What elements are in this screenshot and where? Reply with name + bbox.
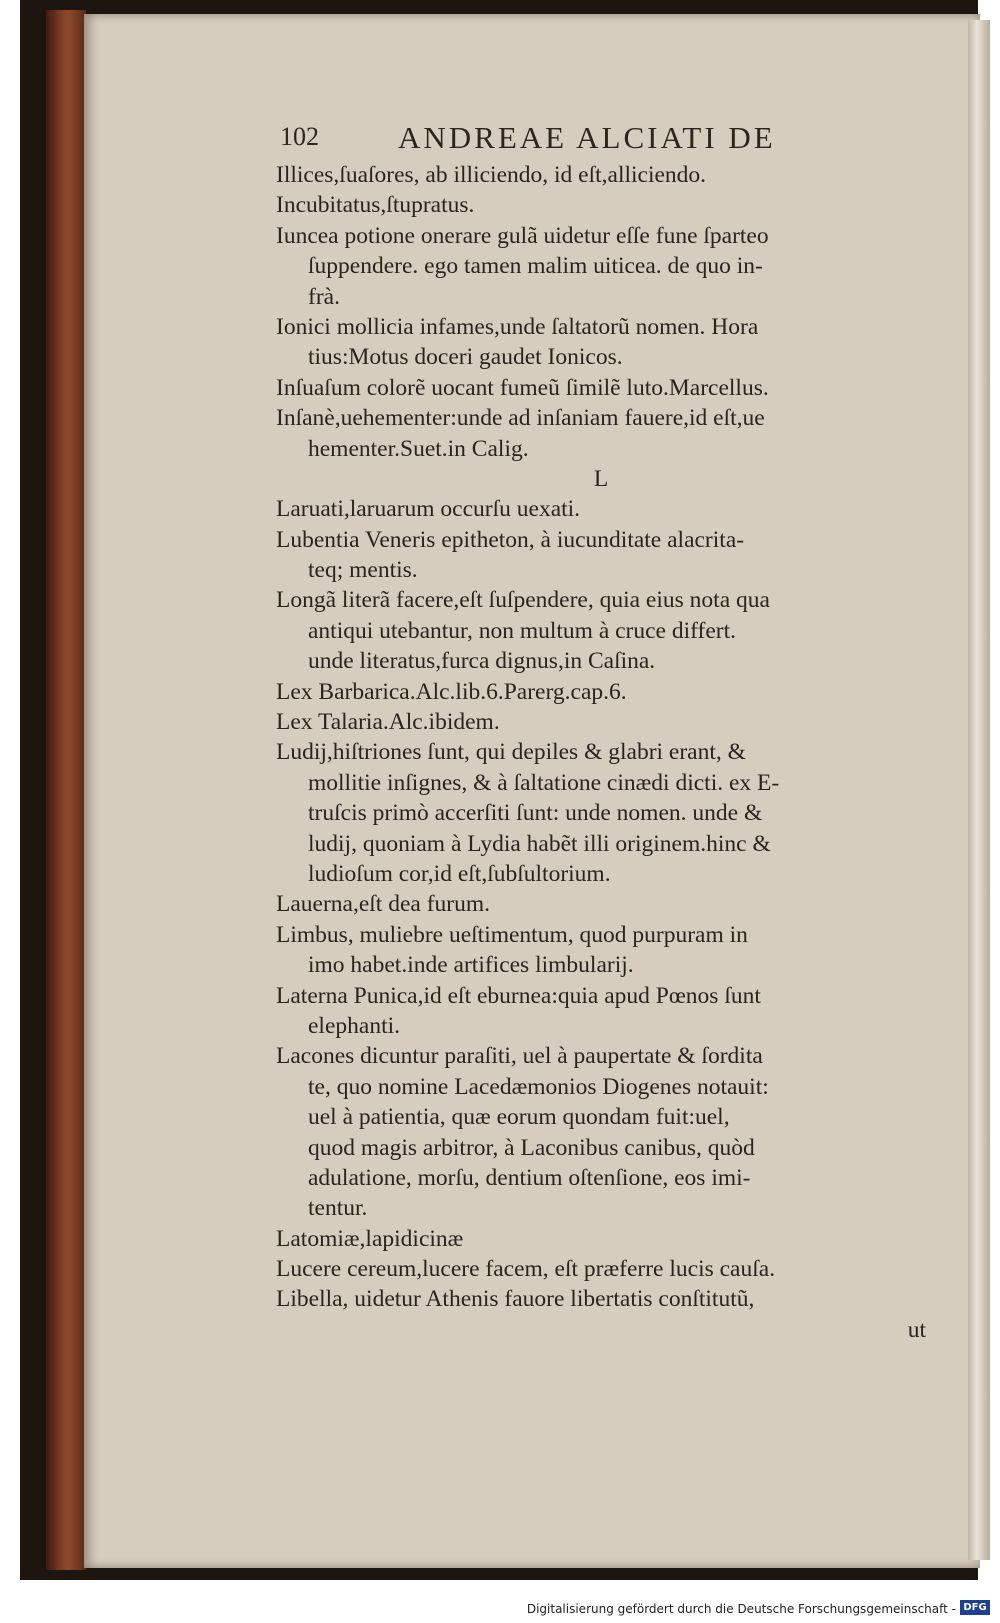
page-header [280,120,900,160]
text-line: ſuppendere. ego tamen malim uiticea. de quo in- [308,253,763,280]
text-line: Iuncea potione onerare gulã uidetur eſſe fune ſparteo [276,222,769,249]
page-text-block [276,160,926,1345]
text-line: Inſanè,uehementer:unde ad inſaniam fauere,id eſt,ue [276,405,765,432]
text-line: hementer.Suet.in Calig. [308,435,529,462]
text-line: Illices,ſuaſores, ab illiciendo, id eſt,alliciendo. [276,162,707,188]
text-line: elephanti. [308,1012,401,1039]
text-line: imo habet.inde artifices limbularij. [308,952,634,979]
text-line: ut [907,1316,926,1343]
text-line: teq; mentis. [308,557,418,584]
text-line: quod magis arbitror, à Laconibus canibus, quòd [308,1134,755,1161]
text-line: adulatione, morſu, dentium oſtenſione, eos imi- [308,1164,751,1191]
text-line: frà. [308,283,340,310]
text-line: mollitie inſignes, & à ſaltatione cinædi dicti. ex E- [308,769,780,796]
text-line: Lacones dicuntur paraſiti, uel à paupertate & ſordita [276,1043,763,1070]
text-line: te, quo nomine Lacedæmonios Diogenes notauit: [308,1073,769,1100]
text-line: Lucere cereum,lucere facem, eſt præferre lucis cauſa. [276,1256,776,1283]
text-line: uel à patientia, quæ eorum quondam fuit:uel, [308,1104,730,1131]
text-line: Lubentia Veneris epitheton, à iucunditate alacrita- [276,526,745,553]
text-line: Ionici mollicia infames,unde ſaltatorũ nomen. Hora [276,313,759,340]
text-line: Lex Barbarica.Alc.lib.6.Parerg.cap.6. [276,678,627,705]
section-letter: L [593,465,609,492]
text-line: Incubitatus,ſtupratus. [276,192,475,219]
text-line: Lex Talaria.Alc.ibidem. [276,709,500,736]
text-line: Latomiæ,lapidicinæ [276,1225,464,1252]
text-line: Laruati,laruarum occurſu uexati. [276,496,581,523]
text-line: tius:Motus doceri gaudet Ionicos. [308,344,623,371]
text-line: Laterna Punica,id eſt eburnea:quia apud Pœnos ſunt [276,982,761,1009]
dfg-logo-icon: DFG [960,1600,990,1615]
book-cover-edge [46,10,86,1570]
text-line: ludioſum cor,id eſt,ſubſultorium. [308,860,611,887]
funding-credit: Digitalisierung gefördert durch die Deutsche Forschungsgemeinschaft - [526,1602,956,1616]
text-line: unde literatus,furca dignus,in Caſina. [308,648,656,675]
page-fore-edge [968,20,990,1560]
text-line: Longã literã facere,eſt ſuſpendere, quia eius nota qua [276,587,770,614]
running-title: ANDREAE ALCIATI DE [398,120,776,155]
text-line: truſcis primò accerſiti ſunt: unde nomen. unde & [308,800,763,827]
text-line: ludij, quoniam à Lydia habẽt illi originem.hinc & [308,830,771,857]
text-line: antiqui utebantur, non multum à cruce differt. [308,617,737,644]
page-number: 102 [280,122,319,151]
text-line: Ludij,hiſtriones ſunt, qui depiles & glabri erant, & [276,739,746,766]
text-line: tentur. [308,1195,368,1222]
text-line: Inſuaſum colorẽ uocant fumeũ ſimilẽ luto.Marcellus. [276,374,769,401]
text-line: Libella, uidetur Athenis fauore libertatis conſtitutũ, [276,1286,755,1313]
text-line: Limbus, muliebre ueſtimentum, quod purpuram in [276,921,748,948]
text-line: Lauerna,eſt dea furum. [276,891,491,918]
